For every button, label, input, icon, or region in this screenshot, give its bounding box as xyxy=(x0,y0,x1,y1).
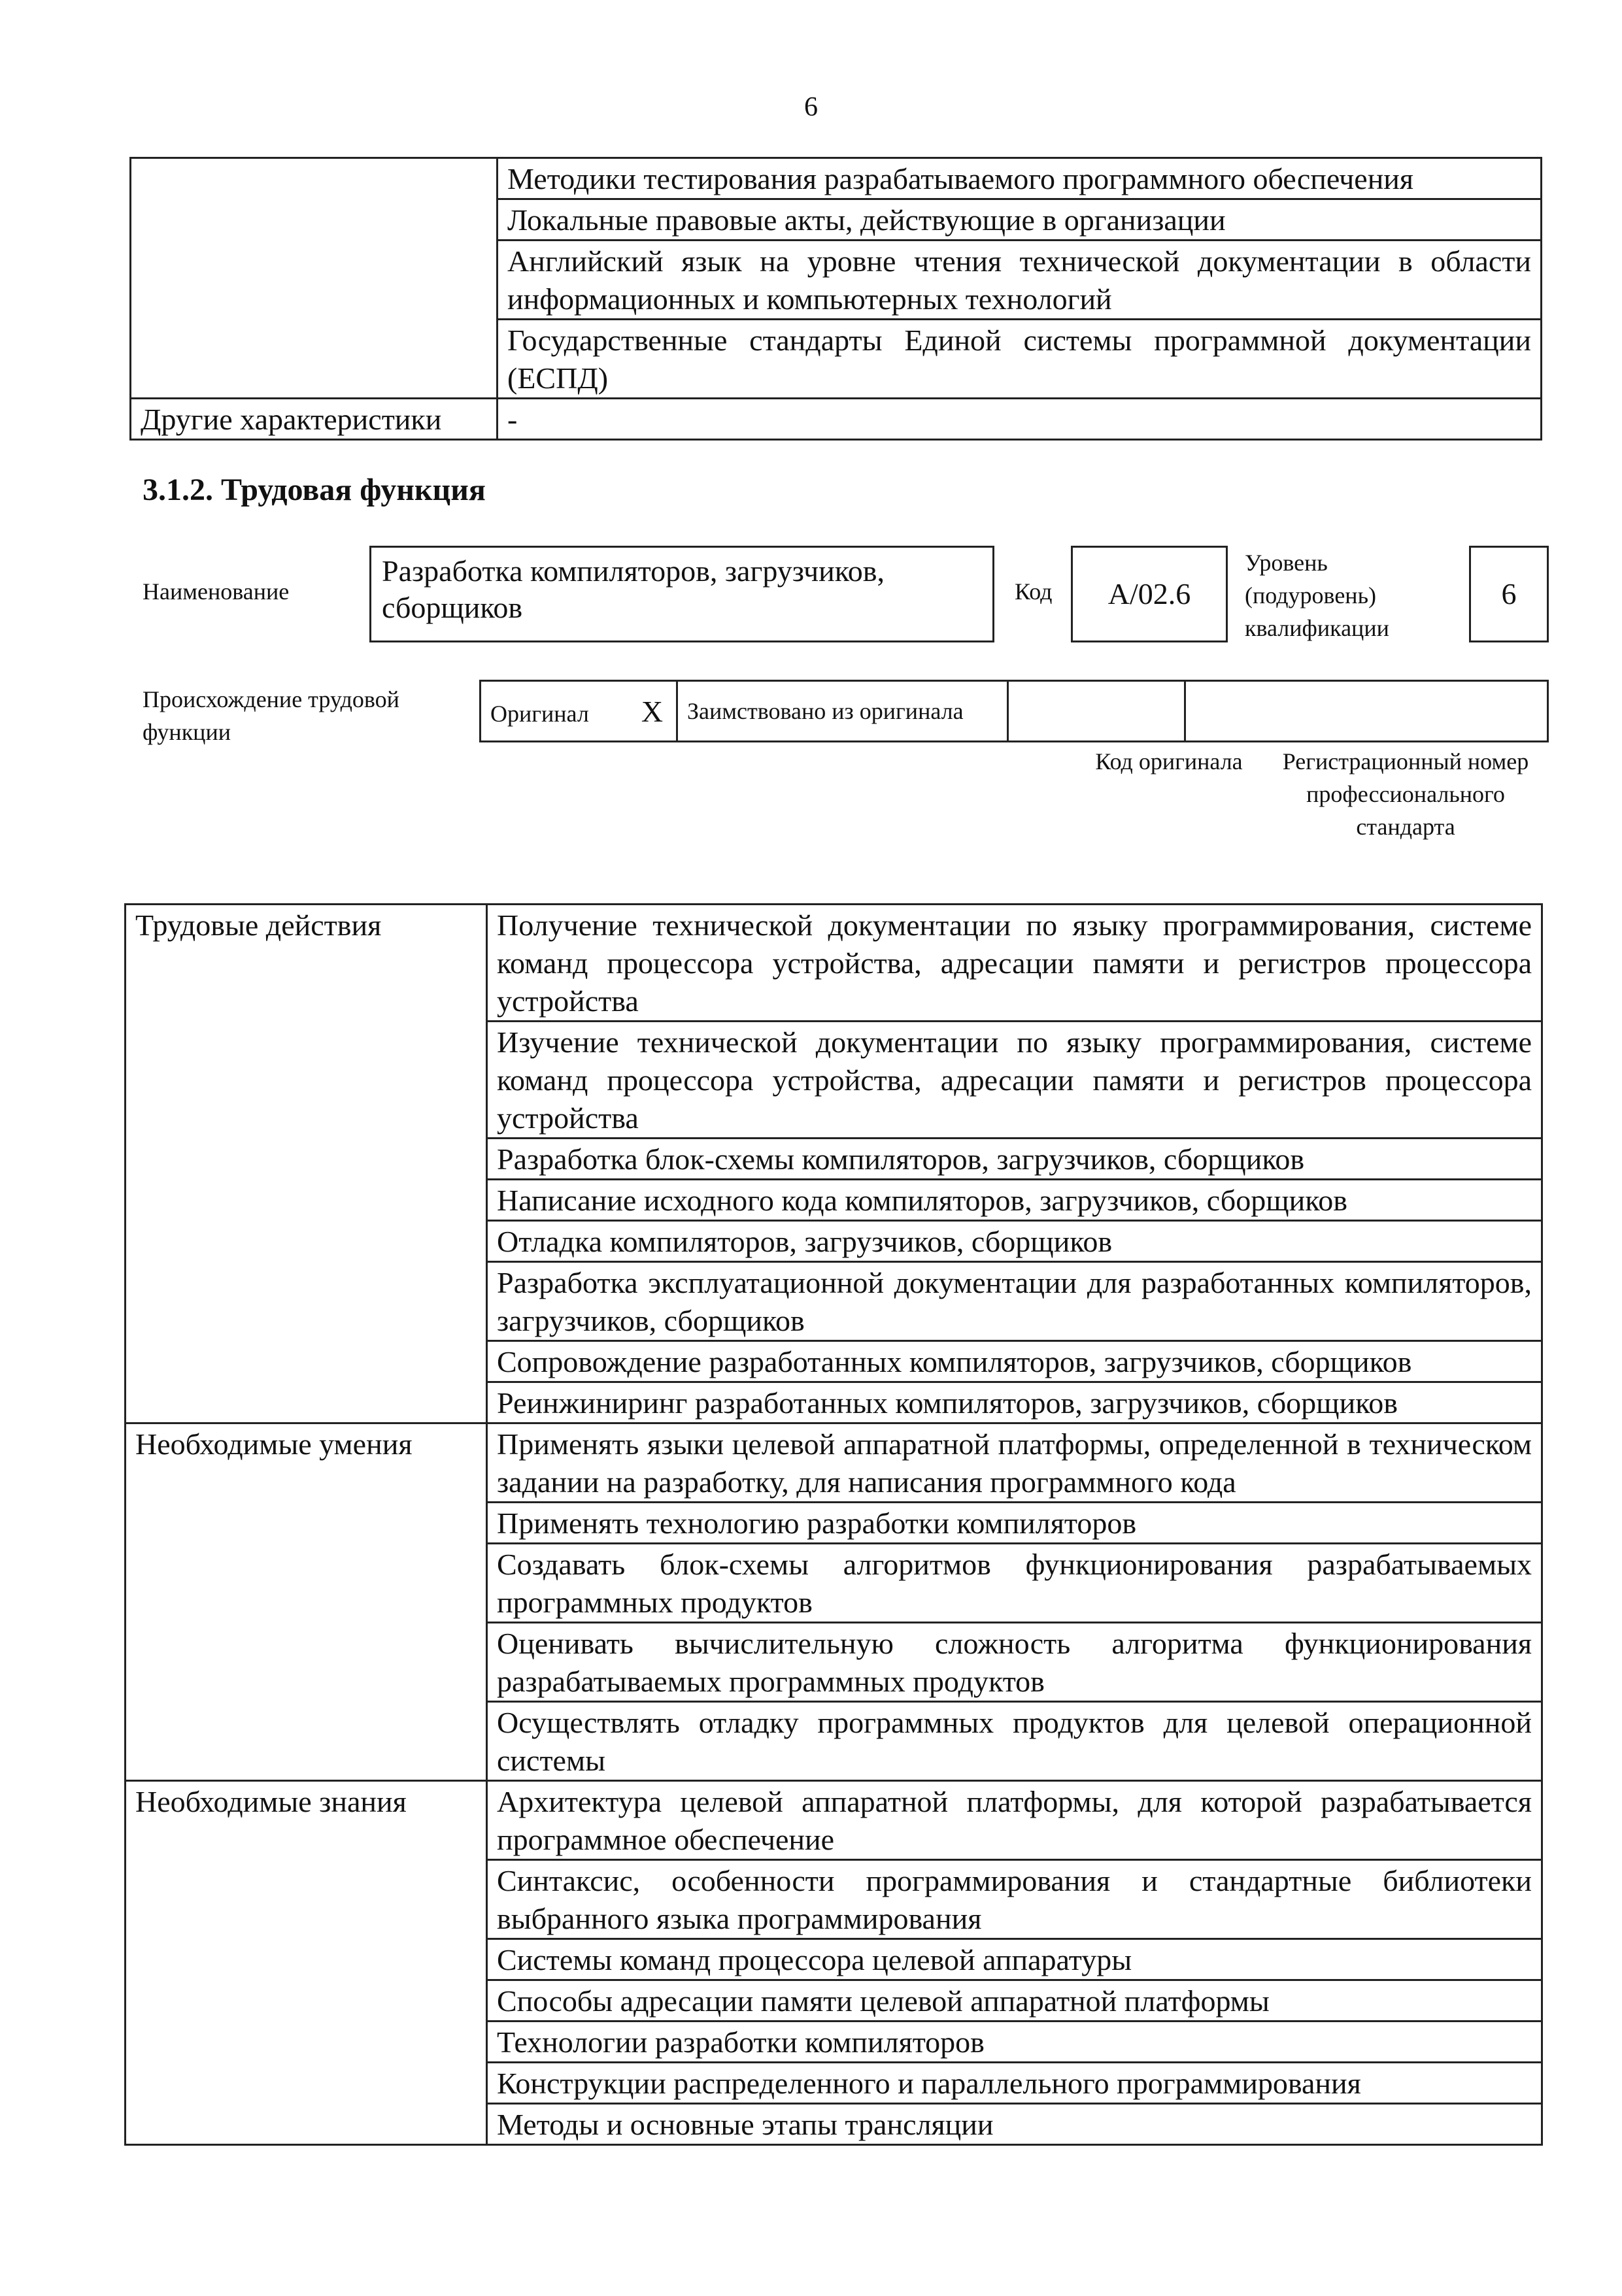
knowledge-label: Необходимые знания xyxy=(126,1781,487,2145)
function-details-table xyxy=(124,903,1543,2146)
action-item: Разработка эксплуатационной документации для разработанных компиляторов, загрузчиков, сборщиков xyxy=(487,1262,1542,1341)
skill-item: Оценивать вычислительную сложность алгоритма функционирования разрабатываемых программных продуктов xyxy=(487,1623,1542,1702)
action-item: Реинжиниринг разработанных компиляторов, загрузчиков, сборщиков xyxy=(487,1382,1542,1423)
knowledge-item: Архитектура целевой аппаратной платформы, для которой разрабатывается программное обеспечение xyxy=(487,1781,1542,1860)
original-cell xyxy=(481,681,677,742)
actions-label: Трудовые действия xyxy=(126,905,487,1423)
borrowed-label: Заимствовано из оригинала xyxy=(677,681,1008,742)
original-code-cell xyxy=(1008,681,1185,742)
action-item: Получение технической документации по языку программирования, системе команд процессора устройства, адресации памяти и регистров процессора устройства xyxy=(487,905,1542,1022)
action-item: Отладка компиляторов, загрузчиков, сборщиков xyxy=(487,1221,1542,1262)
knowledge-item: Государственные стандарты Единой системы программной документации (ЕСПД) xyxy=(498,320,1542,399)
action-item: Разработка блок-схемы компиляторов, загрузчиков, сборщиков xyxy=(487,1139,1542,1180)
knowledge-item: Синтаксис, особенности программирования и стандартные библиотеки выбранного языка программирования xyxy=(487,1860,1542,1939)
origin-label: Происхождение трудовой функции xyxy=(143,686,399,745)
skill-item: Применять технологию разработки компиляторов xyxy=(487,1503,1542,1544)
section-title: 3.1.2. Трудовая функция xyxy=(143,473,486,507)
knowledge-item: Технологии разработки компиляторов xyxy=(487,2021,1542,2063)
knowledge-item: Методы и основные этапы трансляции xyxy=(487,2104,1542,2145)
other-characteristics-label: Другие характеристики xyxy=(131,399,498,440)
knowledge-item: Локальные правовые акты, действующие в организации xyxy=(498,199,1542,241)
name-label: Наименование xyxy=(143,578,290,605)
original-code-caption: Код оригинала xyxy=(1095,748,1243,774)
knowledge-item: Английский язык на уровне чтения технической документации в области информационных и компьютерных технологий xyxy=(498,241,1542,320)
previous-characteristics-table xyxy=(129,157,1542,441)
original-label: Оригинал xyxy=(490,700,589,727)
knowledge-item: Конструкции распределенного и параллельного программирования xyxy=(487,2063,1542,2104)
action-item: Сопровождение разработанных компиляторов, загрузчиков, сборщиков xyxy=(487,1341,1542,1382)
skill-item: Создавать блок-схемы алгоритмов функционирования разрабатываемых программных продуктов xyxy=(487,1544,1542,1623)
function-code-value: A/02.6 xyxy=(1071,546,1228,642)
registration-number-caption: Регистрационный номер профессионального стандарта xyxy=(1282,748,1529,840)
function-name-value: Разработка компиляторов, загрузчиков, сборщиков xyxy=(369,546,994,642)
origin-table xyxy=(479,680,1549,742)
action-item: Написание исходного кода компиляторов, загрузчиков, сборщиков xyxy=(487,1180,1542,1221)
code-label: Код xyxy=(1015,578,1053,605)
action-item: Изучение технической документации по языку программирования, системе команд процессора устройства, адресации памяти и регистров процессора устройства xyxy=(487,1022,1542,1139)
knowledge-item: Системы команд процессора целевой аппаратуры xyxy=(487,1939,1542,1980)
skill-item: Применять языки целевой аппаратной платформы, определенной в техническом задании на разработку, для написания программного кода xyxy=(487,1423,1542,1503)
level-value: 6 xyxy=(1469,546,1549,642)
knowledge-item: Способы адресации памяти целевой аппаратной платформы xyxy=(487,1980,1542,2021)
skill-item: Осуществлять отладку программных продуктов для целевой операционной системы xyxy=(487,1702,1542,1781)
empty-label-cell xyxy=(131,158,498,399)
page-number: 6 xyxy=(804,92,818,122)
original-mark: X xyxy=(641,694,664,728)
level-label: Уровень (подуровень) квалификации xyxy=(1245,550,1389,641)
other-characteristics-value: - xyxy=(498,399,1542,440)
knowledge-item: Методики тестирования разрабатываемого программного обеспечения xyxy=(498,158,1542,199)
skills-label: Необходимые умения xyxy=(126,1423,487,1781)
registration-number-cell xyxy=(1185,681,1548,742)
